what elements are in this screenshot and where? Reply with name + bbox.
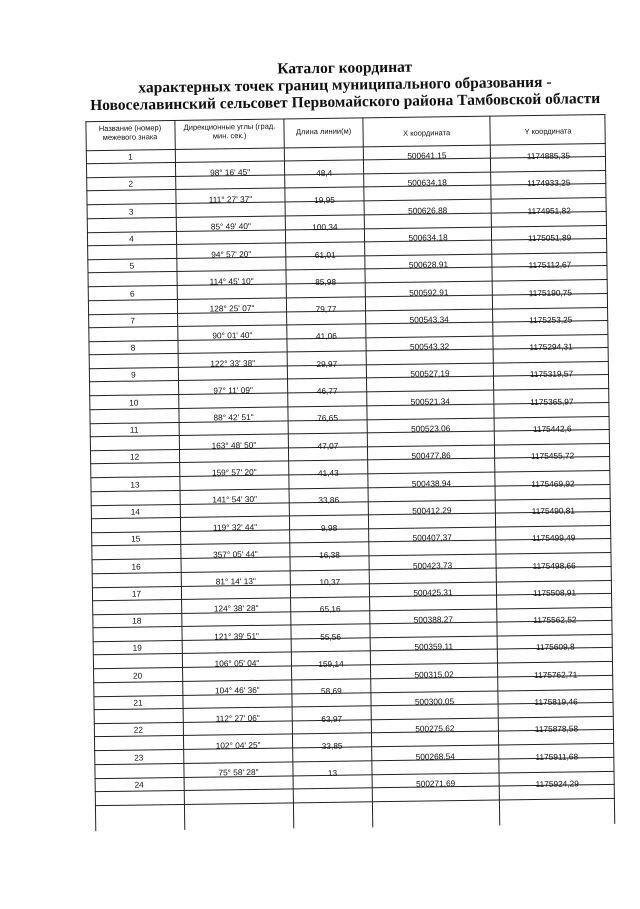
x-coordinate: 500628,91: [408, 259, 449, 270]
line-length: 16,38: [319, 549, 340, 560]
line-length: 46,77: [316, 385, 338, 397]
point-number: 12: [129, 451, 140, 462]
direction-angle: 159° 57' 20": [211, 466, 257, 478]
point-number: 14: [130, 506, 141, 517]
y-coordinate: 1175490,81: [531, 505, 576, 516]
header-line-length: Длина линии(м): [295, 126, 352, 137]
direction-angle: 88° 42' 51": [213, 412, 254, 423]
y-coordinate: 1174885,35: [526, 150, 571, 162]
y-coordinate: 1175469,92: [531, 478, 575, 489]
point-number: 8: [130, 342, 136, 353]
point-number: 11: [129, 424, 139, 435]
y-coordinate: 1175051,89: [527, 232, 572, 243]
direction-angle: 111° 27' 37": [208, 193, 253, 205]
y-coordinate: 1175819,46: [534, 696, 578, 708]
line-length: 85,98: [315, 276, 337, 287]
direction-angle: 81° 14' 13": [215, 576, 256, 587]
line-length: 33,85: [321, 740, 343, 751]
y-coordinate: 1175508,91: [532, 587, 577, 598]
y-coordinate: 1175442,6: [532, 423, 572, 435]
point-number: 4: [129, 233, 134, 244]
header-y-coordinate: Y координата: [524, 126, 572, 137]
y-coordinate: 1175190,75: [528, 286, 572, 298]
x-coordinate: 500477,86: [411, 450, 451, 462]
x-coordinate: 500438,94: [411, 477, 452, 489]
line-length: 65,16: [319, 604, 341, 615]
document-subtitle-line-2: Новоселавинский сельсовет Первомайского района Тамбовской области: [90, 90, 601, 115]
point-number: 15: [131, 533, 141, 544]
direction-angle: 104° 46' 36": [214, 685, 260, 696]
line-length: 41,06: [315, 331, 337, 342]
direction-angle: 141° 54' 30": [212, 494, 258, 505]
x-coordinate: 500523,06: [411, 423, 451, 434]
line-length: 9,98: [320, 522, 338, 533]
y-coordinate: 1175498,66: [532, 559, 576, 571]
y-coordinate: 1175455,72: [530, 450, 575, 462]
direction-angle: 357° 05' 44": [212, 548, 258, 560]
direction-angle: 102° 04' 25": [215, 739, 261, 751]
document-subtitle-line-1: характерных точек границ муниципального образования -: [138, 73, 552, 97]
line-length: 47,07: [317, 440, 339, 451]
point-number: 17: [131, 588, 142, 599]
line-length: 10,37: [319, 576, 341, 588]
line-length: 19,95: [314, 194, 335, 205]
direction-angle: 128° 25' 07": [209, 303, 255, 314]
direction-angle: 97° 11' 09": [213, 384, 253, 396]
point-number: 9: [131, 369, 136, 381]
direction-angle: 124° 38' 28": [213, 603, 259, 614]
point-number: 7: [130, 315, 136, 326]
x-coordinate: 500300,05: [414, 696, 455, 707]
x-coordinate: 500543,32: [409, 341, 450, 352]
y-coordinate: 1175499,49: [532, 532, 576, 544]
point-number: 18: [132, 615, 142, 626]
x-coordinate: 500626,88: [407, 204, 448, 216]
x-coordinate: 500315,02: [414, 668, 454, 680]
direction-angle: 122° 33' 38": [210, 357, 256, 369]
x-coordinate: 500543,34: [409, 313, 449, 325]
y-coordinate: 1175253,25: [529, 314, 573, 325]
point-number: 5: [129, 260, 135, 271]
line-length: 159,14: [318, 658, 344, 670]
x-coordinate: 500527,19: [410, 368, 450, 380]
line-length: 58,69: [320, 686, 342, 697]
y-coordinate: 1174933,25: [527, 177, 571, 189]
y-coordinate: 1174951,82: [527, 205, 571, 216]
x-coordinate: 500412,29: [412, 505, 452, 516]
y-coordinate: 1175924,29: [535, 778, 579, 789]
line-length: 48,4: [315, 167, 333, 178]
direction-angle: 112° 27' 06": [215, 712, 260, 724]
direction-angle: 106° 05' 04": [214, 657, 260, 669]
point-number: 19: [132, 642, 142, 654]
header-x-coordinate: X координата: [403, 128, 451, 138]
direction-angle: 114° 45' 10": [209, 275, 254, 287]
x-coordinate: 500425,31: [413, 586, 453, 598]
direction-angle: 94° 57' 20": [211, 248, 252, 260]
point-number: 3: [128, 206, 134, 217]
x-coordinate: 500592,91: [409, 286, 449, 298]
y-coordinate: 1175319,57: [529, 368, 574, 380]
header-direction-angle: Дирекционные углы (град. мин. сек.): [183, 121, 276, 141]
line-length: 76,65: [317, 413, 339, 424]
coordinate-catalog-table: [85, 114, 615, 831]
point-number: 24: [134, 779, 144, 790]
x-coordinate: 500634,18: [407, 177, 447, 189]
x-coordinate: 500634,18: [408, 232, 448, 243]
direction-angle: 98° 16' 45": [209, 166, 251, 178]
x-coordinate: 500423,73: [412, 559, 453, 571]
point-number: 1: [128, 151, 133, 162]
direction-angle: 163° 48' 50": [211, 439, 257, 451]
y-coordinate: 1175878,58: [534, 723, 579, 735]
x-coordinate: 500268,54: [415, 750, 455, 762]
header-point-name: Название (номер) межевого знака: [98, 123, 162, 143]
x-coordinate: 500641,15: [407, 150, 447, 161]
point-number: 23: [134, 752, 144, 763]
point-number: 13: [130, 479, 140, 490]
line-length: 13: [327, 768, 338, 779]
direction-angle: 75° 58' 28": [218, 767, 259, 778]
direction-angle: 85° 49' 40": [210, 221, 252, 232]
direction-angle: 119° 32' 44": [212, 521, 258, 533]
y-coordinate: 1175365,97: [530, 396, 574, 407]
x-coordinate: 500359,11: [414, 641, 454, 653]
point-number: 16: [131, 561, 141, 572]
x-coordinate: 500407,37: [412, 532, 452, 543]
point-number: 2: [128, 178, 134, 189]
y-coordinate: 1175911,68: [535, 751, 579, 762]
direction-angle: 90° 01' 40": [212, 330, 253, 341]
line-length: 33,86: [318, 494, 340, 506]
direction-angle: 121° 39' 51": [214, 630, 260, 642]
point-number: 10: [129, 397, 139, 408]
y-coordinate: 1175294,31: [529, 341, 573, 353]
x-coordinate: 500521,34: [410, 395, 451, 407]
line-length: 100,34: [312, 221, 338, 233]
point-number: 6: [129, 288, 135, 299]
y-coordinate: 1175609,8: [535, 641, 575, 653]
point-number: 21: [133, 697, 143, 708]
line-length: 79,77: [315, 303, 337, 315]
line-length: 61,01: [314, 249, 336, 260]
line-length: 55,56: [320, 631, 342, 642]
x-coordinate: 500271,69: [415, 778, 456, 789]
line-length: 63,97: [321, 713, 343, 724]
x-coordinate: 500275,62: [415, 723, 455, 734]
y-coordinate: 1175562,52: [533, 614, 577, 626]
point-number: 20: [132, 670, 143, 681]
line-length: 41,43: [317, 467, 339, 478]
line-length: 29,97: [316, 358, 338, 369]
x-coordinate: 500388,27: [413, 614, 454, 625]
document-title: Каталог координат: [277, 58, 413, 78]
y-coordinate: 1175112,67: [528, 259, 572, 271]
point-number: 22: [133, 724, 144, 735]
y-coordinate: 1175762,71: [533, 669, 578, 680]
